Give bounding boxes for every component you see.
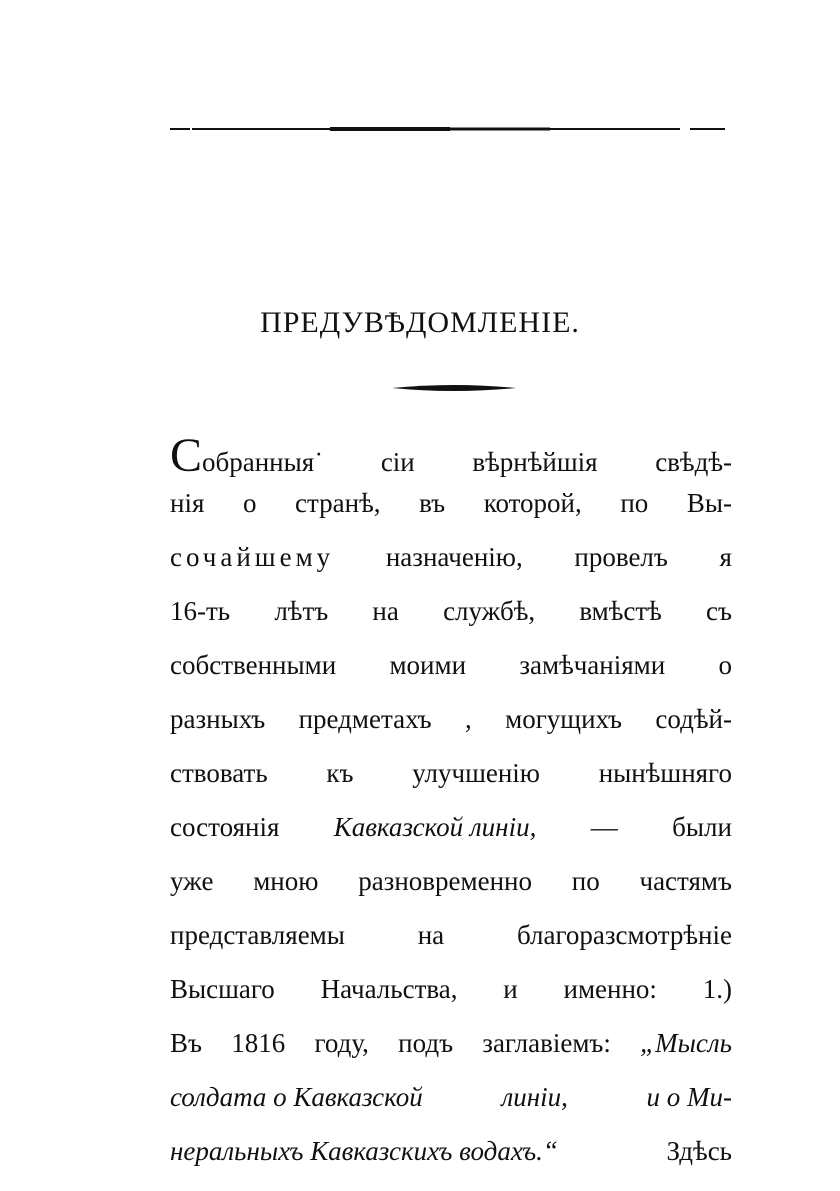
word: линіи, [501,1082,568,1112]
word: 1.) [702,974,732,1004]
word: благоразсмотрѣніе [516,920,732,950]
word: нынѣшняго [598,758,732,788]
text-line [170,429,732,488]
word: разныхъ [170,704,266,734]
word: вмѣстѣ [579,596,662,626]
word: лѣтъ [274,596,329,626]
word [170,429,324,482]
word: „Мысль [640,1028,732,1058]
word: по [571,866,600,896]
word: на [372,596,399,626]
word: по [620,488,649,518]
word: могущихъ [505,704,622,734]
word: Здѣсь [666,1136,732,1166]
word: къ [326,758,354,788]
word: Начальства, [320,974,458,1004]
text-line [170,974,732,1028]
word: мною [253,866,319,896]
text-line [170,758,732,812]
word: сіи [380,447,415,477]
word: и о Ми- [646,1082,732,1112]
word: подъ [398,1028,454,1058]
word: — [590,812,618,842]
text-line [170,812,732,866]
word: службѣ, [443,596,536,626]
word: нія [170,488,205,518]
word: свѣдѣ- [655,447,732,477]
word: я [719,542,732,572]
word: Высшаго [170,974,275,1004]
word: и [503,974,518,1004]
text-line [170,1028,732,1082]
word: частямъ [639,866,732,896]
word: моими [389,650,467,680]
text-line [170,650,732,704]
word: предметахъ [298,704,432,734]
word: вѣрнѣйшія [472,447,598,477]
word: о [242,488,257,518]
text-line [170,542,732,596]
text-line [170,1082,732,1136]
word: Въ [170,1028,202,1058]
word: неральныхъ Кавказскихъ водахъ.“ [170,1136,558,1166]
word: Кавказской линіи, [333,812,537,842]
word: были [672,812,732,842]
word: содѣй- [655,704,732,734]
text-line [170,704,732,758]
word: представляемы [170,920,345,950]
word: Вы- [686,488,732,518]
text-line [170,866,732,920]
word: уже [170,866,214,896]
ornament-divider [392,383,516,393]
word: обранныя˙ [202,447,324,477]
word: солдата о Кавказской [170,1082,423,1112]
word: назначенію, [385,542,523,572]
word: 1816 [231,1028,286,1058]
word: году, [314,1028,369,1058]
word: замѣчаніями [519,650,666,680]
word: разновременно [358,866,532,896]
word: провелъ [574,542,668,572]
word: собственными [170,650,337,680]
text-line [170,488,732,542]
body-paragraph [170,429,732,1190]
word: на [417,920,445,950]
text-line [170,596,732,650]
word: въ [419,488,446,518]
word: странѣ, [295,488,381,518]
text-line [170,920,732,974]
page-heading: ПРЕДУВѢДОМЛЕНІЕ. [260,306,580,339]
word: заглавіемъ: [482,1028,611,1058]
text-line [170,1136,732,1190]
word: съ [706,596,732,626]
word: о [718,650,732,680]
word: которой, [483,488,582,518]
word: состоянія [170,812,280,842]
word: улучшенію [412,758,540,788]
word: ствовать [170,758,268,788]
top-rule [170,126,725,132]
word: , [464,704,472,734]
word: 16-ть [170,596,231,626]
drop-capital: С [170,429,203,482]
word: именно: [563,974,657,1004]
word: сочайшему [170,542,335,572]
